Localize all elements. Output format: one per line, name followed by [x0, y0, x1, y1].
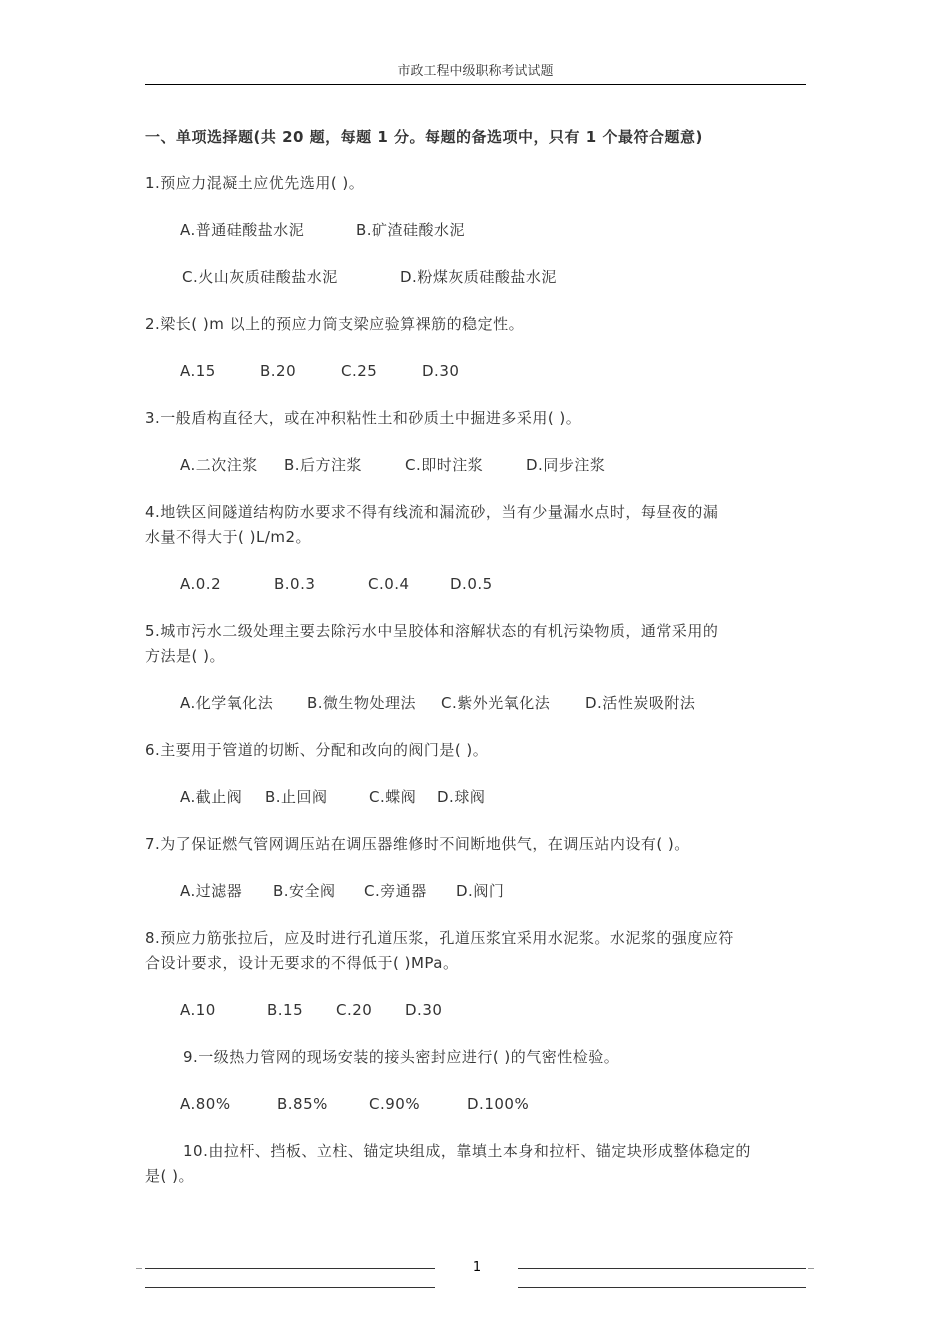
option-a: A.过滤器	[180, 882, 243, 900]
option-c: C.紫外光氧化法	[441, 694, 551, 712]
question-8-options	[145, 998, 806, 1023]
question-2	[145, 312, 806, 337]
document-title: 市政工程中级职称考试试题	[397, 64, 554, 79]
question-8	[145, 926, 806, 976]
question-stem-line-1: 8.预应力筋张拉后，应及时进行孔道压浆，孔道压浆宜采用水泥浆。水泥浆的强度应符	[145, 929, 734, 947]
option-a: A.普通硅酸盐水泥	[180, 221, 305, 239]
option-b: B.0.3	[274, 575, 316, 593]
question-1	[145, 171, 806, 196]
question-5-options	[145, 691, 806, 716]
option-a: A.10	[180, 1001, 216, 1019]
question-5	[145, 619, 806, 669]
option-a: A.15	[180, 362, 216, 380]
question-3-options	[145, 453, 806, 478]
option-a: A.80%	[180, 1095, 231, 1113]
question-4	[145, 500, 806, 550]
question-1-options-row2	[145, 265, 806, 290]
document-body	[145, 125, 806, 1211]
option-c: C.25	[341, 362, 378, 380]
option-a: A.截止阀	[180, 788, 243, 806]
option-c: C.0.4	[368, 575, 410, 593]
option-c: C.20	[336, 1001, 373, 1019]
footer-rule	[808, 1268, 814, 1269]
question-stem-line-2: 水量不得大于( )L/m2。	[145, 528, 312, 546]
question-stem-line-2: 合设计要求，设计无要求的不得低于( )MPa。	[145, 954, 459, 972]
option-d: D.活性炭吸附法	[585, 694, 696, 712]
option-a: A.二次注浆	[180, 456, 258, 474]
option-b: B.止回阀	[265, 788, 328, 806]
question-stem-line-1: 4.地铁区间隧道结构防水要求不得有线流和漏流砂，当有少量漏水点时，每昼夜的漏	[145, 503, 719, 521]
footer-rule	[136, 1268, 142, 1269]
question-2-options	[145, 359, 806, 384]
option-b: B.后方注浆	[284, 456, 363, 474]
question-stem-line-2: 方法是( )。	[145, 647, 225, 665]
option-b: B.15	[267, 1001, 304, 1019]
footer-rule	[518, 1268, 806, 1269]
option-c: C.旁通器	[364, 882, 427, 900]
question-stem-line-1: 5.城市污水二级处理主要去除污水中呈胶体和溶解状态的有机污染物质，通常采用的	[145, 622, 719, 640]
option-d: D.100%	[467, 1095, 530, 1113]
option-d: D.球阀	[437, 788, 486, 806]
question-stem: 7.为了保证燃气管网调压站在调压器维修时不间断地供气，在调压站内设有( )。	[145, 835, 690, 853]
question-stem: 1.预应力混凝土应优先选用( )。	[145, 174, 365, 192]
question-9	[145, 1045, 806, 1070]
question-4-options	[145, 572, 806, 597]
question-stem-line-2: 是( )。	[145, 1167, 194, 1185]
question-9-options	[145, 1092, 806, 1117]
footer-rule	[145, 1287, 435, 1288]
footer-rule	[145, 1268, 435, 1269]
question-6-options	[145, 785, 806, 810]
option-a: A.0.2	[180, 575, 222, 593]
option-d: D.粉煤灰质硅酸盐水泥	[400, 268, 557, 286]
option-c: C.蝶阀	[369, 788, 417, 806]
option-a: A.化学氧化法	[180, 694, 274, 712]
page-header	[145, 62, 806, 85]
option-d: D.30	[422, 362, 460, 380]
option-d: D.30	[405, 1001, 443, 1019]
option-c: C.即时注浆	[405, 456, 484, 474]
option-b: B.微生物处理法	[307, 694, 417, 712]
section-title: 一、单项选择题(共 20 题，每题 1 分。每题的备选项中，只有 1 个最符合题意)	[145, 128, 703, 146]
page-number: 1	[472, 1260, 482, 1275]
option-b: B.矿渣硅酸水泥	[356, 221, 466, 239]
question-1-options	[145, 218, 806, 243]
option-c: C.90%	[369, 1095, 421, 1113]
option-c: C.火山灰质硅酸盐水泥	[182, 268, 338, 286]
footer-rule	[518, 1287, 806, 1288]
question-6	[145, 738, 806, 763]
question-stem: 6.主要用于管道的切断、分配和改向的阀门是( )。	[145, 741, 489, 759]
question-stem: 3.一般盾构直径大，或在冲积粘性土和砂质土中掘进多采用( )。	[145, 409, 582, 427]
question-7-options	[145, 879, 806, 904]
option-d: D.0.5	[450, 575, 493, 593]
option-d: D.阀门	[456, 882, 505, 900]
option-b: B.安全阀	[273, 882, 336, 900]
question-stem-line-1: 10.由拉杆、挡板、立柱、锚定块组成，靠填土本身和拉杆、锚定块形成整体稳定的	[183, 1142, 751, 1160]
question-3	[145, 406, 806, 431]
question-10	[145, 1139, 806, 1189]
option-d: D.同步注浆	[526, 456, 606, 474]
option-b: B.85%	[277, 1095, 328, 1113]
question-stem: 2.梁长( )m 以上的预应力筒支梁应验算裸筋的稳定性。	[145, 315, 525, 333]
question-stem: 9.一级热力管网的现场安装的接头密封应进行( )的气密性检验。	[183, 1048, 620, 1066]
option-b: B.20	[260, 362, 297, 380]
question-7	[145, 832, 806, 857]
